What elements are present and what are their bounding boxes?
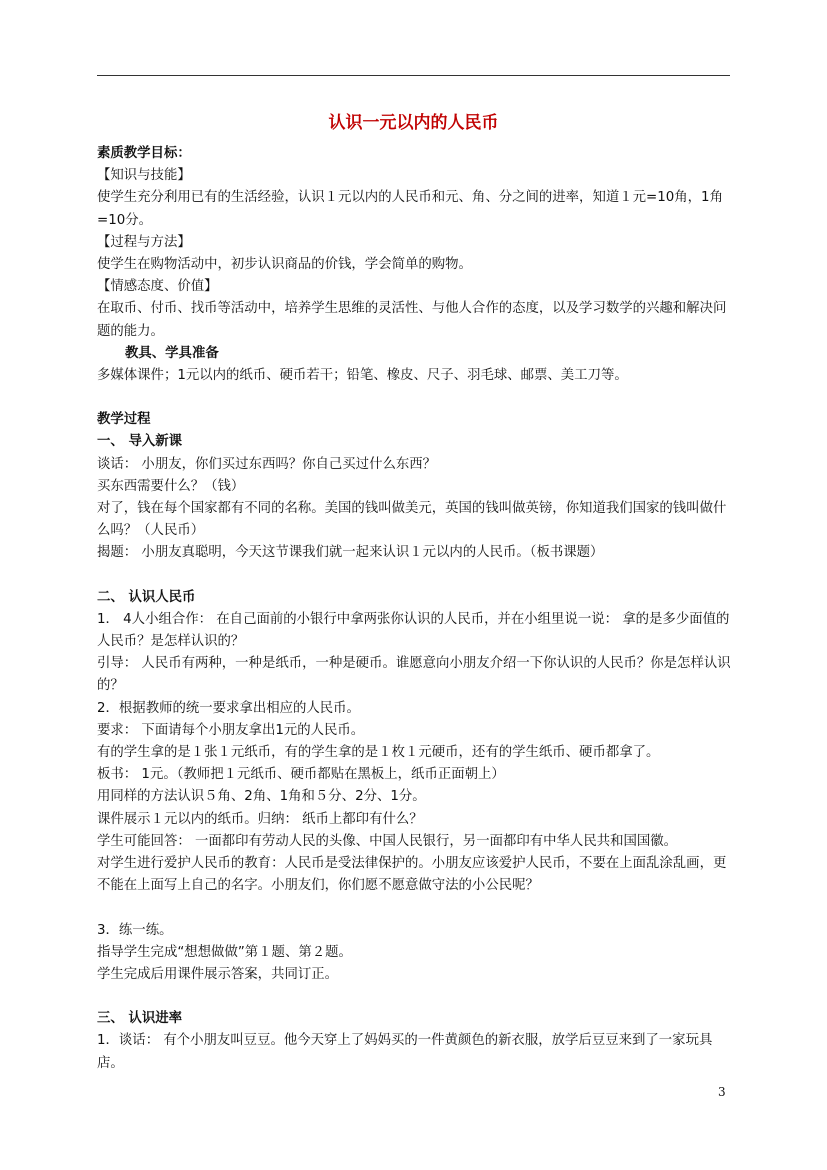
blank-line (97, 898, 732, 920)
paragraph: 【知识与技能】 (97, 168, 191, 184)
paragraph: 对了，钱在每个国家都有不同的名称。美国的钱叫做美元，英国的钱叫做英镑，你知道我们国家的钱叫做什么吗？（人民币） (97, 501, 727, 539)
paragraph: 在取币、付币、找币等活动中，培养学生思维的灵活性、与他人合作的态度，以及学习数学的兴趣和解决问题的能力。 (97, 301, 727, 339)
paragraph: 多媒体课件；1元以内的纸币、硬币若干；铅笔、橡皮、尺子、羽毛球、邮票、美工刀等。 (97, 368, 628, 384)
paragraph: 3．练一练。 (97, 922, 173, 938)
paragraph: 使学生充分利用已有的生活经验，认识１元以内的人民币和元、角、分之间的进率，知道１元=10角，1角=10分。 (97, 190, 723, 228)
paragraph: 一、 导入新课 (97, 434, 183, 450)
paragraph: 要求： 下面请每个小朋友拿出1元的人民币。 (97, 722, 365, 738)
paragraph: 谈话： 小朋友，你们买过东西吗？你自己买过什么东西？ (97, 456, 437, 472)
paragraph: 板书： 1元。（教师把１元纸币、硬币都贴在黑板上，纸币正面朝上） (97, 767, 505, 783)
paragraph: 使学生在购物活动中，初步认识商品的价钱，学会简单的购物。 (97, 257, 472, 273)
paragraph: 有的学生拿的是１张１元纸币，有的学生拿的是１枚１元硬币，还有的学生纸币、硬币都拿了。 (97, 745, 660, 761)
blank-line (97, 986, 732, 1008)
paragraph: 教具、学具准备 (125, 345, 219, 361)
paragraph: 1．谈话： 有个小朋友叫豆豆。他今天穿上了妈妈买的一件黄颜色的新衣服，放学后豆豆来到了一家玩具店。 (97, 1033, 713, 1071)
document-title: 认识一元以内的人民币 (328, 113, 499, 133)
blank-line (97, 387, 732, 409)
document-body (97, 143, 732, 1075)
page-number: 3 (718, 1085, 726, 1099)
paragraph: 素质教学目标： (97, 146, 191, 161)
paragraph: 2．根据教师的统一要求拿出相应的人民币。 (97, 700, 360, 716)
header-rule (97, 75, 730, 76)
paragraph: 学生完成后用课件展示答案，共同订正。 (97, 966, 339, 982)
paragraph: 用同样的方法认识５角、2角、1角和５分、2分、1分。 (97, 789, 426, 805)
blank-line (97, 565, 732, 587)
paragraph: 指导学生完成“想想做做”第１题、第２题。 (97, 944, 352, 960)
paragraph: 学生可能回答： 一面都印有劳动人民的头像、中国人民银行，另一面都印有中华人民共和国国徽。 (97, 833, 678, 849)
paragraph: 1． 4人小组合作： 在自己面前的小银行中拿两张你认识的人民币，并在小组里说一说： 拿的是多少面值的人民币？是怎样认识的？ (97, 611, 730, 650)
paragraph: 【过程与方法】 (97, 234, 191, 250)
paragraph: 【情感态度、价值】 (97, 279, 218, 295)
paragraph: 对学生进行爱护人民币的教育：人民币是受法律保护的。小朋友应该爱护人民币，不要在上面乱涂乱画，更不能在上面写上自己的名字。小朋友们，你们愿不愿意做守法的小公民呢？ (97, 856, 727, 894)
paragraph: 二、 认识人民币 (97, 589, 196, 605)
paragraph: 买东西需要什么？（钱） (97, 478, 245, 494)
paragraph: 揭题： 小朋友真聪明，今天这节课我们就一起来认识１元以内的人民币。（板书课题） (97, 545, 604, 561)
paragraph: 课件展示１元以内的纸币。归纳： 纸币上都印有什么？ (97, 811, 423, 827)
paragraph: 三、 认识进率 (97, 1011, 183, 1027)
paragraph: 教学过程 (97, 412, 151, 428)
paragraph: 引导： 人民币有两种，一种是纸币，一种是硬币。谁愿意向小朋友介绍一下你认识的人民币？你是怎样认识的？ (97, 656, 731, 694)
